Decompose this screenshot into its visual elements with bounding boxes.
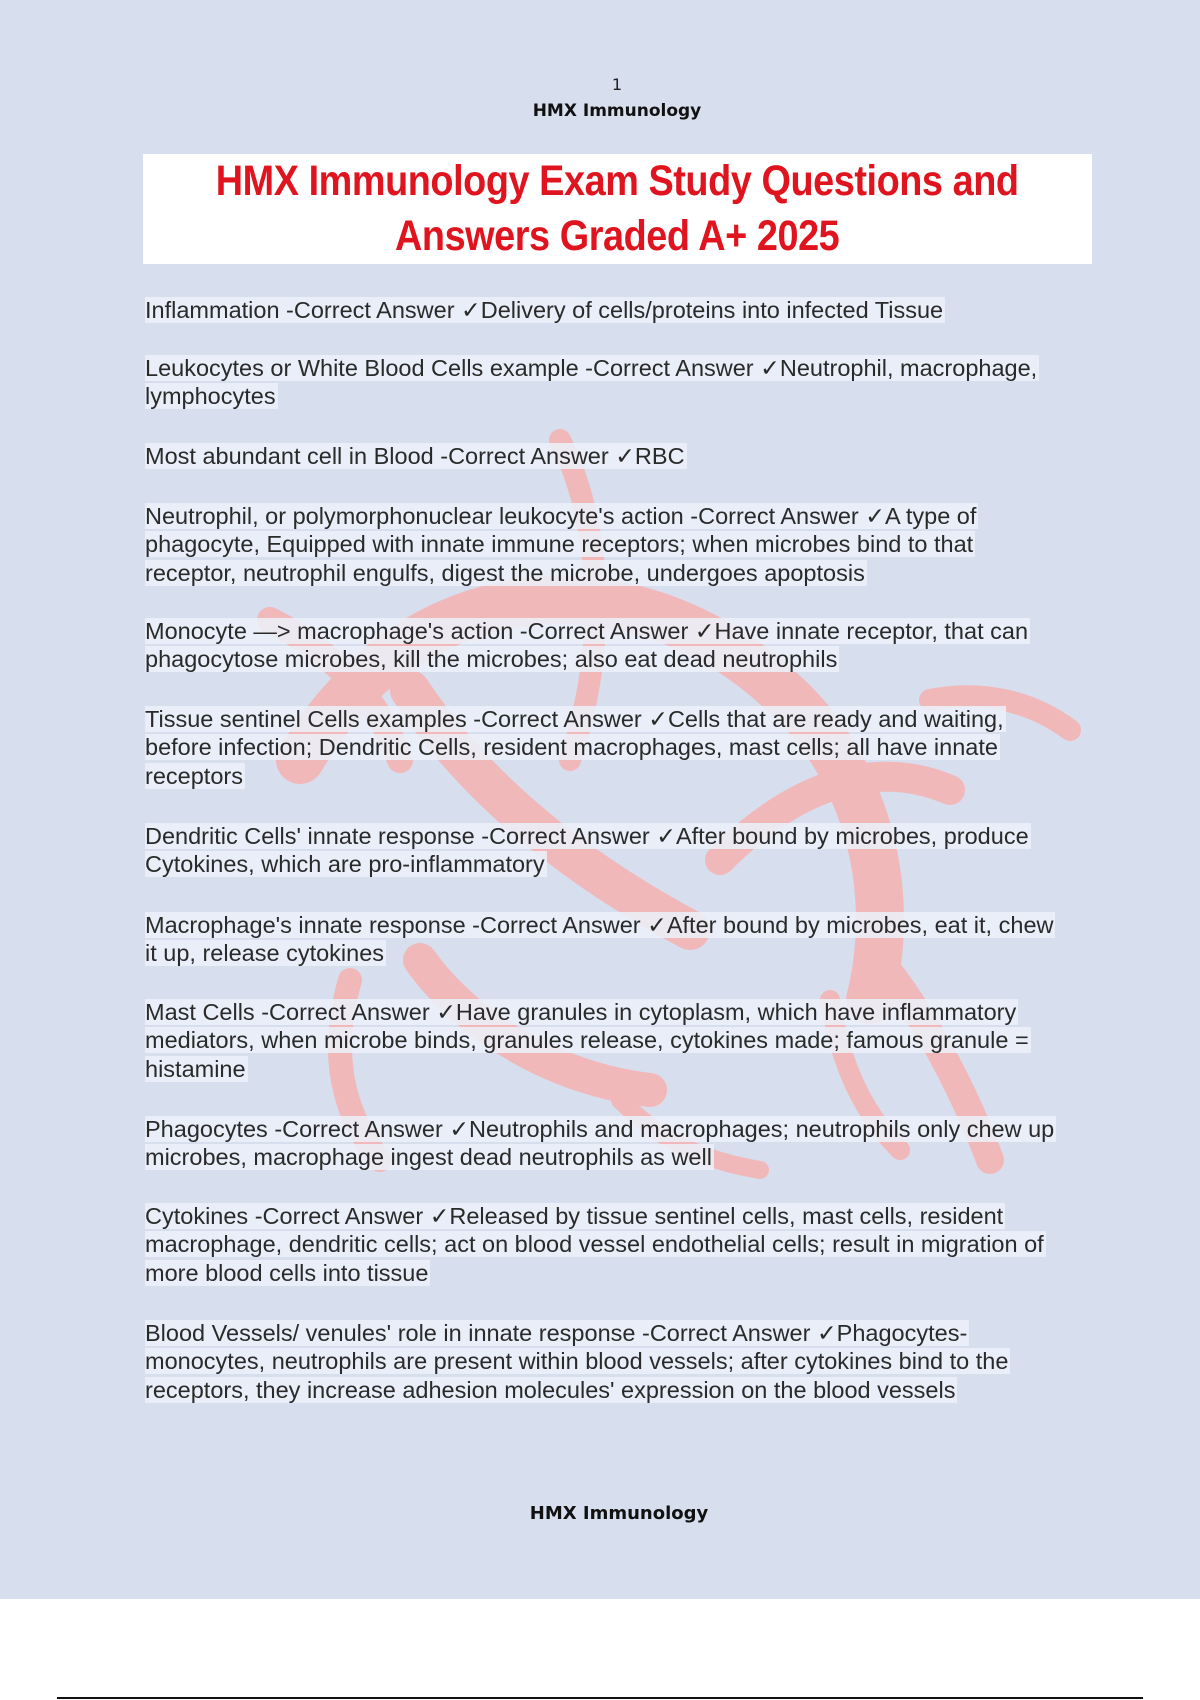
qa-line: Neutrophil, or polymorphonuclear leukocyte's action -Correct Answer ✓A type of	[145, 503, 977, 529]
qa-line: macrophage, dendritic cells; act on blood vessel endothelial cells; result in migration of	[145, 1231, 1044, 1258]
qa-line: Dendritic Cells' innate response -Correct Answer ✓After bound by microbes, produce	[145, 823, 1029, 849]
qa-item	[145, 442, 1095, 470]
qa-item	[145, 1319, 1095, 1404]
qa-line: phagocyte, Equipped with innate immune receptors; when microbes bind to that	[145, 531, 974, 558]
qa-line: mediators, when microbe binds, granules release, cytokines made; famous granule =	[145, 1027, 1029, 1054]
qa-line: Phagocytes -Correct Answer ✓Neutrophils and macrophages; neutrophils only chew up	[145, 1116, 1055, 1142]
qa-line: Blood Vessels/ venules' role in innate response -Correct Answer ✓Phagocytes-	[145, 1320, 968, 1346]
document-title	[216, 154, 1019, 264]
title-line-2: Answers Graded A+ 2025	[395, 212, 840, 260]
qa-line: receptors	[145, 762, 243, 789]
qa-line: Macrophage's innate response -Correct Answer ✓After bound by microbes, eat it, chew	[145, 912, 1054, 938]
qa-line: Most abundant cell in Blood -Correct Answer ✓RBC	[145, 443, 685, 469]
qa-item	[145, 296, 1095, 324]
page-number: 1	[611, 75, 623, 94]
qa-item	[145, 1115, 1095, 1172]
qa-line: Leukocytes or White Blood Cells example -Correct Answer ✓Neutrophil, macrophage,	[145, 355, 1038, 381]
qa-line: Cytokines -Correct Answer ✓Released by tissue sentinel cells, mast cells, resident	[145, 1203, 1004, 1229]
qa-item	[145, 822, 1095, 879]
qa-item	[145, 354, 1095, 411]
qa-item	[145, 911, 1095, 968]
qa-item	[145, 1202, 1095, 1287]
qa-line: receptor, neutrophil engulfs, digest the microbe, undergoes apoptosis	[145, 559, 865, 586]
qa-line: receptors, they increase adhesion molecules' expression on the blood vessels	[145, 1376, 956, 1403]
qa-line: it up, release cytokines	[145, 940, 385, 967]
qa-line: lymphocytes	[145, 383, 276, 410]
title-line-1: HMX Immunology Exam Study Questions and	[216, 157, 1019, 205]
qa-line: Inflammation -Correct Answer ✓Delivery of cells/proteins into infected Tissue	[145, 297, 944, 323]
running-header: HMX Immunology	[532, 101, 702, 121]
qa-line: Tissue sentinel Cells examples -Correct Answer ✓Cells that are ready and waiting,	[145, 706, 1004, 732]
qa-line: phagocytose microbes, kill the microbes; also eat dead neutrophils	[145, 646, 838, 673]
running-footer: HMX Immunology	[529, 1503, 709, 1524]
qa-line: Cytokines, which are pro-inflammatory	[145, 851, 545, 878]
qa-item	[145, 998, 1095, 1083]
qa-line: more blood cells into tissue	[145, 1259, 429, 1286]
qa-line: Mast Cells -Correct Answer ✓Have granules in cytoplasm, which have inflammatory	[145, 999, 1017, 1025]
qa-item	[145, 617, 1095, 674]
title-banner	[143, 154, 1092, 264]
qa-line: histamine	[145, 1055, 246, 1082]
bottom-divider	[57, 1697, 1143, 1699]
qa-line: microbes, macrophage ingest dead neutrophils as well	[145, 1144, 712, 1171]
qa-item	[145, 502, 1095, 587]
qa-line: Monocyte —> macrophage's action -Correct Answer ✓Have innate receptor, that can	[145, 618, 1029, 644]
qa-line: monocytes, neutrophils are present within blood vessels; after cytokines bind to the	[145, 1348, 1009, 1375]
qa-item	[145, 705, 1095, 790]
qa-line: before infection; Dendritic Cells, resident macrophages, mast cells; all have innate	[145, 734, 998, 761]
